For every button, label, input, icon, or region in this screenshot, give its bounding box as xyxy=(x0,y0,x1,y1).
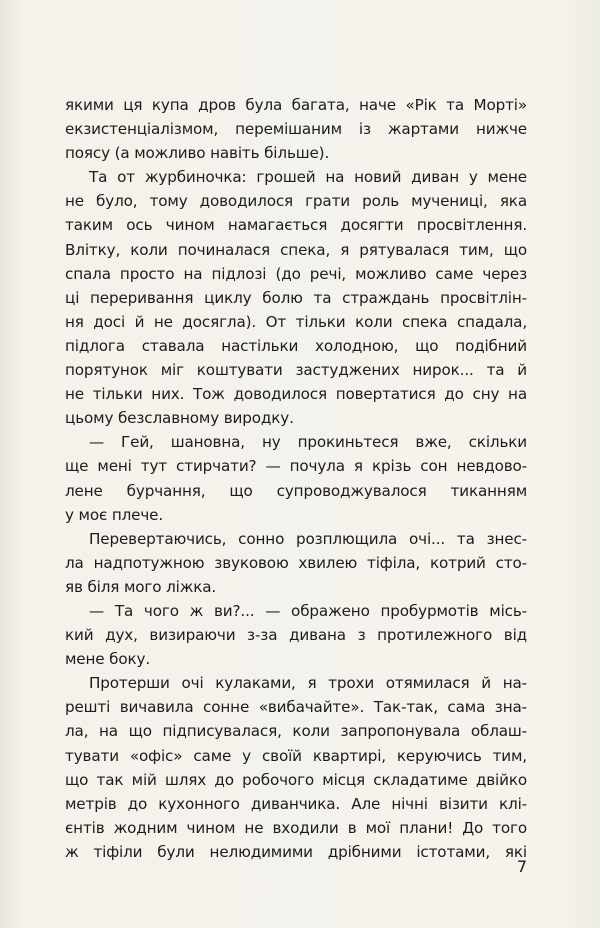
text-line: цьому безславному виродку. xyxy=(65,409,294,428)
text-line: лене бурчання, що супроводжувалося тиканням xyxy=(65,481,527,500)
text-line: якими ця купа дров була багата, наче «Рік та Морті» xyxy=(65,96,527,114)
text-line: тувати «офіс» саме у своїй квартирі, керуючись тим, xyxy=(65,746,527,765)
text-line: — Та чого ж ви?... — ображено пробурмотів місь- xyxy=(89,601,527,620)
text-line: що так мій шлях до робочого місця складатиме двійко xyxy=(65,770,527,789)
text-line: у моє плече. xyxy=(65,505,164,524)
text-line: ж тіфіли були нелюдимими дрібними істотами, які xyxy=(65,842,527,861)
text-line: ня досі й не досягла). От тільки коли спека спадала, xyxy=(65,312,527,331)
text-line: — Гей, шановна, ну прокиньтеся вже, скільки xyxy=(89,433,527,452)
text-line: єнтів жодним чином не входили в мої плани! До того xyxy=(65,818,527,837)
text-line: порятунок міг коштувати застуджених нирок... та й xyxy=(65,361,527,380)
text-line: спала просто на підлозі (до речі, можливо саме через xyxy=(65,264,527,283)
text-line: ці переривання циклу болю та страждань просвітлін- xyxy=(65,288,527,307)
text-line: не було, тому доводилося грати роль мучениці, яка xyxy=(65,192,527,211)
text-line: Влітку, коли починалася спека, я рятувалася тим, що xyxy=(65,240,527,259)
text-line: кий дух, визираючи з-за дивана з протилежного від xyxy=(65,626,527,645)
text-line: екзистенціалізмом, перемішаним із жартами нижче xyxy=(65,120,527,139)
text-line: поясу (а можливо навіть більше). xyxy=(65,144,330,163)
text-line: не тільки них. Тож доводилося повертатися до сну на xyxy=(65,385,527,404)
text-line: підлога ставала настільки холодною, що подібний xyxy=(65,336,527,355)
page-body-text xyxy=(65,93,527,864)
text-line: Та от журбиночка: грошей на новий диван у мене xyxy=(89,168,527,187)
text-line: Перевертаючись, сонно розплющила очі... та знес- xyxy=(89,529,527,548)
text-line: решті вичавила сонне «вибачайте». Так-так, сама зна- xyxy=(65,698,527,717)
text-line: ла, на що підписувалася, коли запропонувала облаш- xyxy=(65,722,527,741)
text-line: таким ось чином намагається досягти просвітлення. xyxy=(65,216,527,235)
text-line: метрів до кухонного диванчика. Але нічні візити клі- xyxy=(65,794,527,813)
page-number: 7 xyxy=(516,857,527,876)
text-line: Протерши очі кулаками, я трохи отямилася й на- xyxy=(89,674,527,693)
text-line: ла надпотужною звуковою хвилею тіфіла, котрий сто- xyxy=(65,553,527,572)
text-line: ще мені тут стирчати? — почула я крізь сон невдово- xyxy=(65,457,527,476)
text-line: яв біля мого ліжка. xyxy=(65,577,217,596)
text-line: мене боку. xyxy=(65,650,151,669)
